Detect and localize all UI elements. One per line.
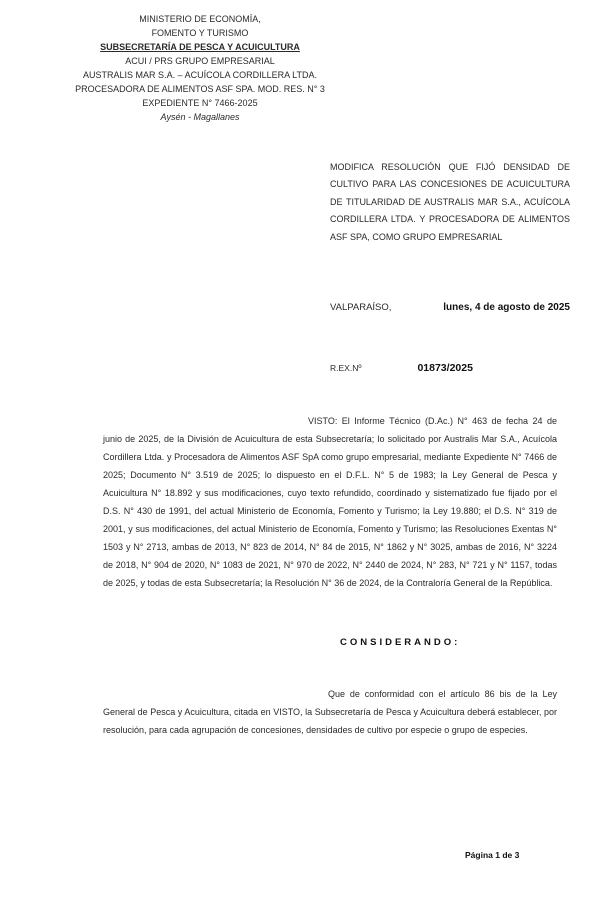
considerando-paragraph: Que de conformidad con el artículo 86 bis de la Ley General de Pesca y Acuicultura, citada en VISTO, la Subsecretaría de Pesca y Acuicultura deberá establecer, por resolución, para cada agrupación de concesiones, densidades de cultivo por especie o grupo de especies. — [103, 689, 557, 735]
resolution-number-value: 01873/2025 — [417, 362, 473, 374]
resolution-number-label: R.EX.Nº — [330, 363, 362, 373]
page-number: Página 1 de 3 — [465, 850, 520, 860]
letterhead — [38, 12, 362, 124]
unit-line: ACUI / PRS GRUPO EMPRESARIAL — [125, 56, 275, 66]
companies-line-2: PROCESADORA DE ALIMENTOS ASF SPA. MOD. RES. N° 3 — [75, 84, 325, 94]
subsecretaria-line: SUBSECRETARÍA DE PESCA Y ACUICULTURA — [100, 42, 300, 52]
expediente-line: EXPEDIENTE N° 7466-2025 — [142, 98, 258, 108]
visto-paragraph: VISTO: El Informe Técnico (D.Ac.) N° 463 de fecha 24 de junio de 2025, de la División de Acuicultura de esta Subsecretaría; lo solicitado por Australis Mar S.A., Acuícola Cordillera Ltda. y Procesadora de Alimentos ASF SpA como grupo empresarial, mediante Expediente N° 7466 de 2025; Documento N° 3.519 de 2025; lo dispuesto en el D.F.L. N° 5 de 1983; la Ley General de Pesca y Acuicultura N° 18.892 y sus modificaciones, cuyo texto refundido, coordinado y sistematizado fue fijado por el D.S. N° 430 de 1991, del actual Ministerio de Economía, Fomento y Turismo; la Ley 19.880; el D.S. N° 319 de 2001, y sus modificaciones, del actual Ministerio de Economía, Fomento y Turismo; las Resoluciones Exentas N° 1503 y N° 2713, ambas de 2013, N° 823 de 2014, N° 84 de 2015, N° 1862 y N° 3025, ambas de 2016, N° 3224 de 2018, N° 904 de 2020, N° 1083 de 2021, N° 970 de 2022, N° 2440 de 2024, N° 283, N° 721 y N° 1157, todas de 2025, y todas de esta Subsecretaría; la Resolución N° 36 de 2024, de la Contraloría General de la República. — [103, 416, 557, 588]
resolution-number-row — [330, 362, 570, 374]
regions-line: Aysén - Magallanes — [160, 112, 240, 122]
dateline-date: lunes, 4 de agosto de 2025 — [443, 302, 570, 313]
dateline — [330, 302, 570, 313]
companies-line-1: AUSTRALIS MAR S.A. – ACUÍCOLA CORDILLERA LTDA. — [83, 70, 317, 80]
dateline-city: VALPARAÍSO, — [330, 302, 392, 313]
ministry-line-1: MINISTERIO DE ECONOMÍA, — [139, 14, 261, 24]
resolution-title: MODIFICA RESOLUCIÓN QUE FIJÓ DENSIDAD DE CULTIVO PARA LAS CONCESIONES DE ACUICULTURA DE TITULARIDAD DE AUSTRALIS MAR S.A., ACUÍCOLA CORDILLERA LTDA. Y PROCESADORA DE ALIMENTOS ASF SPA, COMO GRUPO EMPRESARIAL — [330, 162, 570, 242]
ministry-line-2: FOMENTO Y TURISMO — [151, 28, 249, 38]
considerando-heading: CONSIDERANDO: — [340, 637, 461, 648]
